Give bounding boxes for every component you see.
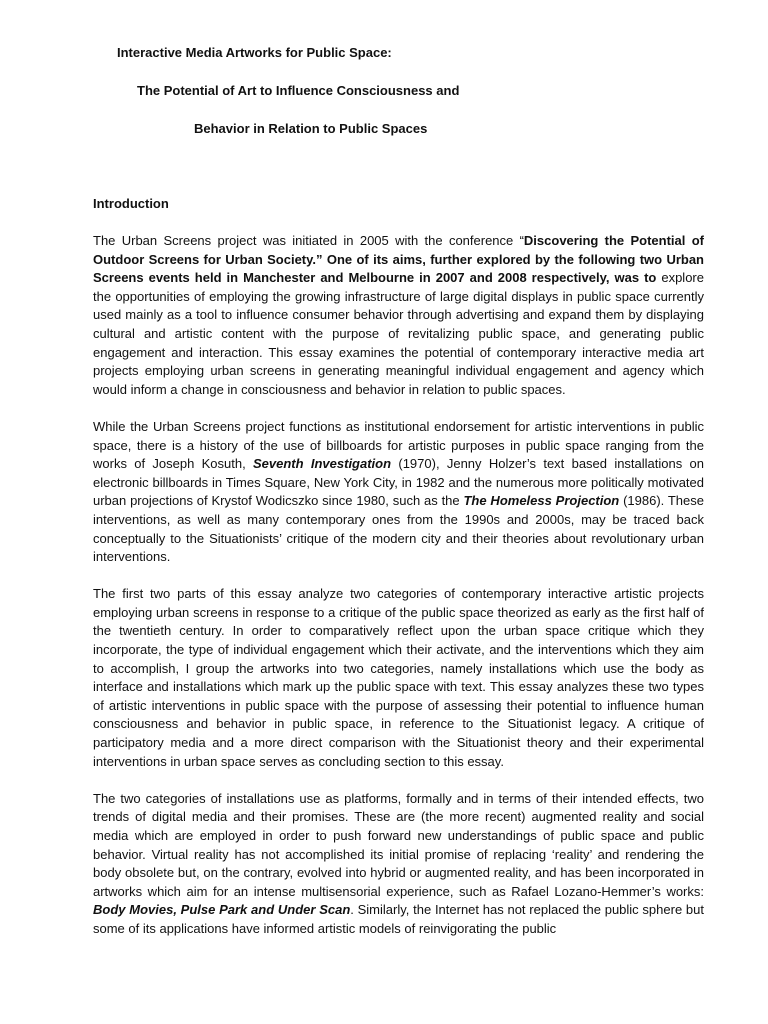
- paragraph-2-text-a: While the Urban Screens project functions as institutional endorsement for artistic interventions in public space, there is a history of the use of billboards for artistic purposes in public space ranging from the works of Joseph Kosuth,: [93, 418, 704, 472]
- title-line-1: Interactive Media Artworks for Public Space:: [117, 45, 392, 60]
- paragraph-2: [93, 418, 704, 567]
- paragraph-1-bold-text: Discovering the Potential of Outdoor Screens for Urban Society.” One of its aims, further explored by the following two Urban Screens events held in Manchester and Melbourne in 2007 and 2008 respectively, was to: [93, 233, 704, 286]
- document-body: [93, 232, 704, 957]
- paragraph-1: [93, 232, 704, 399]
- paragraph-1-text-c: explore the opportunities of employing the growing infrastructure of large digital displays in public space currently used mainly as a tool to influence consumer behavior through advertising and expand them by displaying cultural and artistic content with the purpose of revitalizing public space, and generating public engagement and interaction. This essay examines the potential of contemporary interactive media art projects employing urban screens in generating meaningful individual engagement and agency which would inform a change in consciousness and behavior in relation to public spaces.: [93, 270, 704, 397]
- section-heading: Introduction: [93, 196, 169, 211]
- title-line-2: The Potential of Art to Influence Consciousness and: [137, 83, 460, 98]
- paragraph-4: [93, 790, 704, 939]
- artwork-title-seventh-investigation: Seventh Investigation: [253, 456, 392, 472]
- paragraph-4-text-c: . Similarly, the Internet has not replaced the public sphere but some of its applications have informed artistic models of reinvigorating the public: [93, 902, 704, 936]
- paragraph-2-text-e: (1986). These interventions, as well as many contemporary ones from the 1990s and 2000s, may be traced back conceptually to the Situationists’ critique of the modern city and their theories about revolutionary urban interventions.: [93, 493, 704, 565]
- paragraph-2-text-c: (1970), Jenny Holzer’s text based installations on electronic billboards in Times Square, New York City, in 1982 and the numerous more politically motivated urban projections of Krystof Wodicszko since 1980, such as the: [93, 456, 704, 509]
- artwork-titles-lozano-hemmer: Body Movies, Pulse Park and Under Scan: [93, 902, 351, 918]
- paragraph-1-text-a: The Urban Screens project was initiated in 2005 with the conference “: [93, 233, 524, 248]
- artwork-title-homeless-projection: The Homeless Projection: [463, 493, 620, 509]
- paragraph-3: The first two parts of this essay analyze two categories of contemporary interactive artistic projects employing urban screens in response to a critique of the public space theorized as early as the first half of the twentieth century. In order to comparatively reflect upon the urban space critique which they incorporate, the type of individual engagement which their activate, and the interventions which they aim to accomplish, I group the artworks into two categories, namely installations which use the body as interface and installations which mark up the public space with text. This essay analyzes these two types of artistic interventions in public space with the purpose of assessing their potential to influence human consciousness and behavior in public space, in reference to the Situationist legacy. A critique of participatory media and a more direct comparison with the Situationist theory and their experimental interventions in urban space serves as concluding section to this essay.: [93, 586, 704, 769]
- title-line-3: Behavior in Relation to Public Spaces: [194, 121, 428, 136]
- paragraph-4-text-a: The two categories of installations use as platforms, formally and in terms of their intended effects, two trends of digital media and their promises. These are (the more recent) augmented reality and social media which are employed in order to push forward new understandings of public space and public behavior. Virtual reality has not accomplished its initial promise of replacing ‘reality’ and rendering the body obsolete but, on the contrary, evolved into hybrid or augmented reality, and has been incorporated in artworks which aim for an intense multisensorial experience, such as Rafael Lozano-Hemmer’s works:: [93, 790, 704, 899]
